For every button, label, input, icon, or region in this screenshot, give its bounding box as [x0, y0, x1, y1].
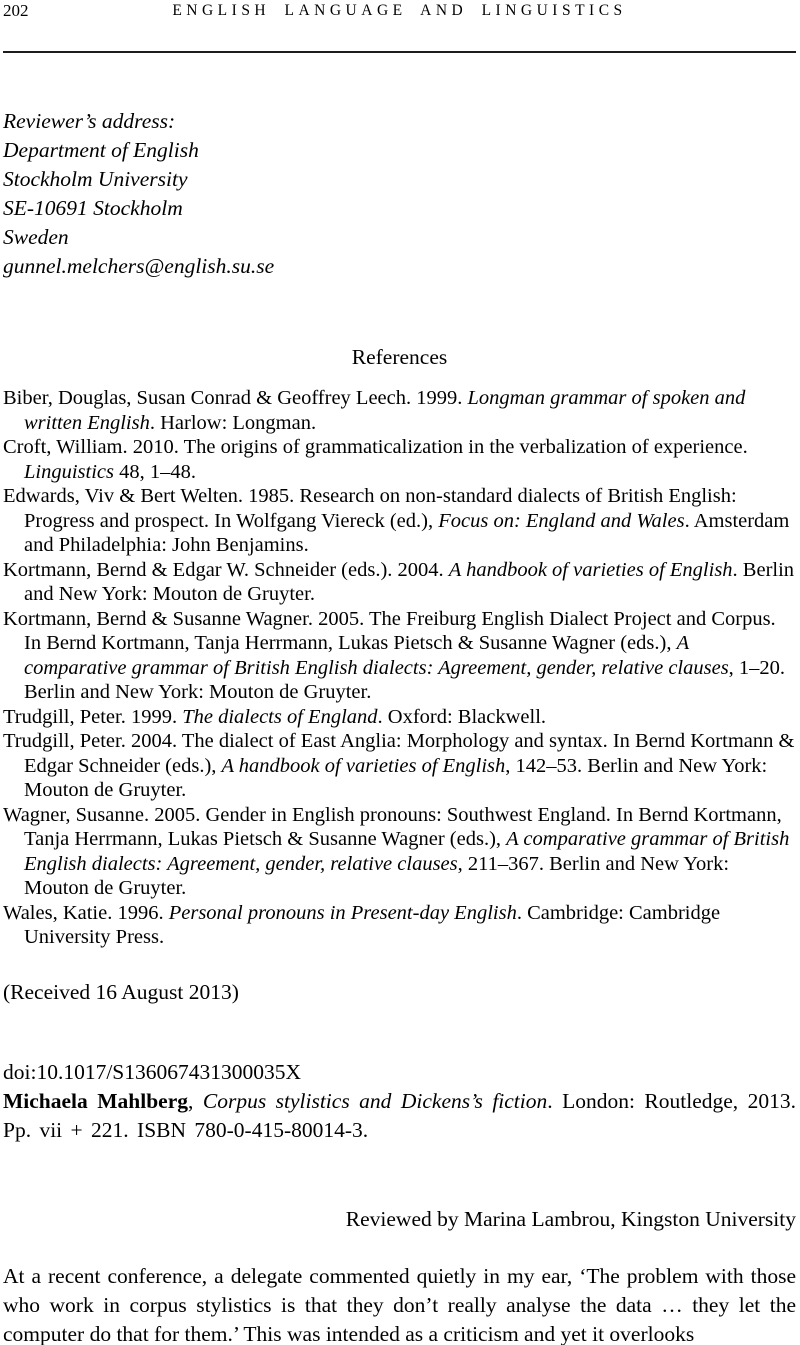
reviewed-by-line: Reviewed by Marina Lambrou, Kingston University — [345, 1206, 796, 1231]
running-head — [3, 0, 796, 20]
address-line-university: Stockholm University — [3, 167, 188, 191]
reference-entry: Kortmann, Bernd & Edgar W. Schneider (eds.). 2004. A handbook of varieties of English. Berlin and New York: Mouton de Gruyter. — [3, 558, 795, 605]
running-title: ENGLISH LANGUAGE AND LINGUISTICS — [172, 2, 627, 19]
reviewer-email: gunnel.melchers@english.su.se — [3, 254, 275, 278]
header-rule — [3, 51, 796, 53]
reference-entry: Trudgill, Peter. 2004. The dialect of East Anglia: Morphology and syntax. In Bernd Kortmann & Edgar Schneider (eds.), A handbook of varieties of English, 142–53. Berlin and New York: Mouton de Gruyter. — [3, 730, 795, 801]
book-citation: Michaela Mahlberg, Corpus stylistics and Dickens’s fiction. London: Routledge, 2013. Pp. vii + 221. ISBN 780-0-415-80014-3. — [3, 1088, 796, 1142]
reference-entry: Croft, William. 2010. The origins of grammaticalization in the verbalization of experience. Linguistics 48, 1–48. — [3, 436, 748, 483]
reviewer-address-label: Reviewer’s address: — [3, 109, 176, 133]
reference-entry: Edwards, Viv & Bert Welten. 1985. Research on non-standard dialects of British English: Progress and prospect. In Wolfgang Viereck (ed.), Focus on: England and Wales. Amsterdam and Philadelphia: John Benjamins. — [3, 485, 790, 556]
reference-entry: Biber, Douglas, Susan Conrad & Geoffrey Leech. 1999. Longman grammar of spoken and written English. Harlow: Longman. — [3, 387, 746, 434]
doi-line: doi:10.1017/S136067431300035X — [3, 1059, 302, 1084]
review-opening-paragraph: At a recent conference, a delegate commented quietly in my ear, ‘The problem with those who work in corpus stylistics is that they don’t really analyse the data … they let the computer do that for them.’ This was intended as a criticism and yet it overlooks — [3, 1263, 796, 1345]
reference-entry: Wales, Katie. 1996. Personal pronouns in Present-day English. Cambridge: Cambridge University Press. — [3, 901, 721, 948]
address-line-department: Department of English — [3, 138, 199, 162]
reference-entry: Trudgill, Peter. 1999. The dialects of England. Oxford: Blackwell. — [3, 705, 547, 728]
address-line-postcode: SE-10691 Stockholm — [3, 196, 183, 220]
address-line-country: Sweden — [3, 225, 69, 249]
reviewer-address — [3, 107, 796, 281]
references-heading: References — [351, 345, 448, 369]
page-number: 202 — [3, 1, 29, 20]
received-date: (Received 16 August 2013) — [3, 979, 239, 1004]
references-list — [3, 386, 796, 950]
reference-entry: Kortmann, Bernd & Susanne Wagner. 2005. The Freiburg English Dialect Project and Corpus. In Bernd Kortmann, Tanja Herrmann, Lukas Pietsch & Susanne Wagner (eds.), A comparative grammar of British English dialects: Agreement, gender, relative clauses, 1–20. Berlin and New York: Mouton de Gruyter. — [3, 607, 786, 703]
book-review-header — [3, 1058, 796, 1145]
reference-entry: Wagner, Susanne. 2005. Gender in English pronouns: Southwest England. In Bernd Kortmann, Tanja Herrmann, Lukas Pietsch & Susanne Wagner (eds.), A comparative grammar of British English dialects: Agreement, gender, relative clauses, 211–367. Berlin and New York: Mouton de Gruyter. — [3, 803, 790, 899]
